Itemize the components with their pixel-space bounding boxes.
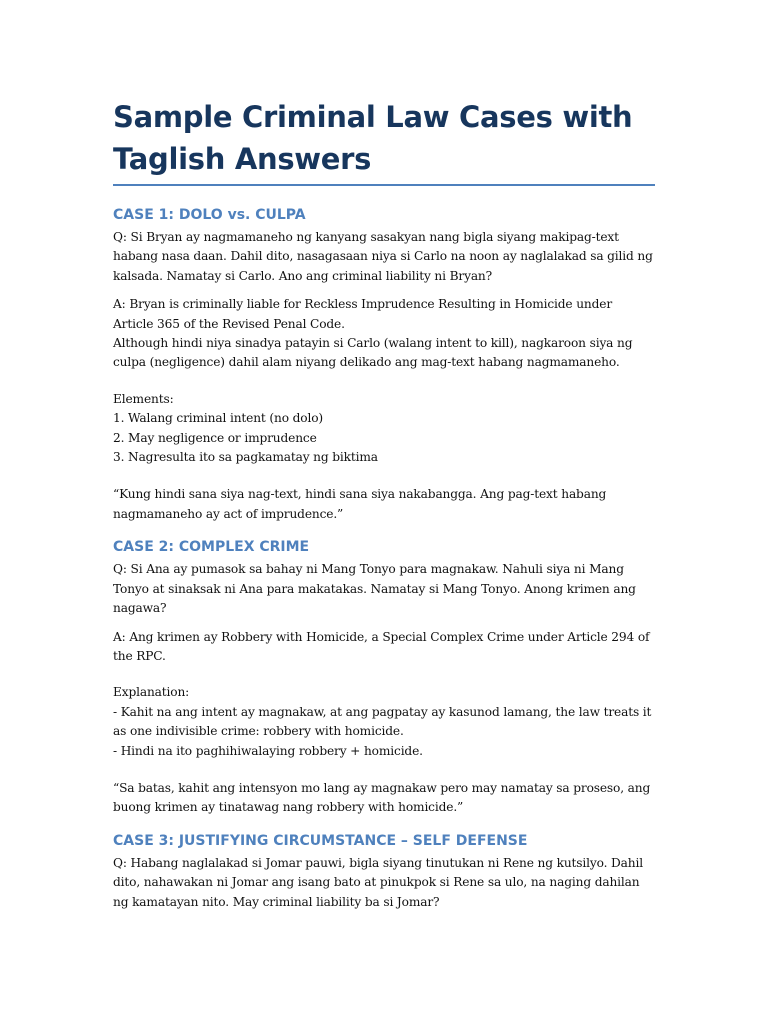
case-1-quote: “Kung hindi sana siya nag-text, hindi sana siya nakabangga. Ang pag-text habang nagmamaneho ay act of imprudence.” [113, 487, 607, 521]
case-3-question: Q: Habang naglalakad si Jomar pauwi, bigla siyang tinutukan ni Rene ng kutsilyo. Dahil dito, nahawakan ni Jomar ang isang bato at pinukpok si Rene sa ulo, na naging dahilan ng kamatayan nito. May criminal liability ba si Jomar? [113, 855, 643, 909]
case-1-heading: CASE 1: DOLO vs. CULPA [113, 207, 306, 223]
case-3 [113, 832, 655, 912]
case-2-answer: A: Ang krimen ay Robbery with Homicide, a Special Complex Crime under Article 294 of the RPC. [113, 629, 650, 663]
case-2-explanation: Explanation: - Kahit na ang intent ay magnakaw, at ang pagpatay ay kasunod lamang, the law treats it as one indivisible crime: robbery with homicide. - Hindi na ito paghihiwalaying robbery + homicide. [113, 685, 652, 758]
document-title: Sample Criminal Law Cases with Taglish Answers [113, 100, 633, 176]
case-2-quote: “Sa batas, kahit ang intensyon mo lang ay magnakaw pero may namatay sa proseso, ang buong krimen ay tinatawag nang robbery with homicide.” [113, 780, 651, 815]
title-underline [113, 184, 655, 186]
case-2-question: Q: Si Ana ay pumasok sa bahay ni Mang Tonyo para magnakaw. Nahuli siya ni Mang Tonyo at sinaksak ni Ana para makatakas. Namatay si Mang Tonyo. Anong krimen ang nagawa? [113, 562, 636, 616]
case-1-answer: A: Bryan is criminally liable for Reckless Imprudence Resulting in Homicide under Article 365 of the Revised Penal Code. Although hindi niya sinadya patayin si Carlo (walang intent to kill), nagkaroon siya ng culpa (negligence) dahil alam niyang delikado ang mag-text habang nagmamaneho. [113, 297, 633, 370]
case-1-question: Q: Si Bryan ay nagmamaneho ng kanyang sasakyan nang bigla siyang makipag-text habang nasa daan. Dahil dito, nasagasaan niya si Carlo na noon ay naglalakad sa gilid ng kalsada. Namatay si Carlo. Ano ang criminal liability ni Bryan? [113, 230, 653, 283]
case-3-heading: CASE 3: JUSTIFYING CIRCUMSTANCE – SELF DEFENSE [113, 832, 528, 849]
case-2-heading: CASE 2: COMPLEX CRIME [113, 539, 310, 556]
case-1-elements: Elements: 1. Walang criminal intent (no dolo) 2. May negligence or imprudence 3. Nagresulta ito sa pagkamatay ng biktima [113, 391, 378, 465]
case-1 [113, 206, 655, 524]
case-2 [113, 538, 655, 817]
